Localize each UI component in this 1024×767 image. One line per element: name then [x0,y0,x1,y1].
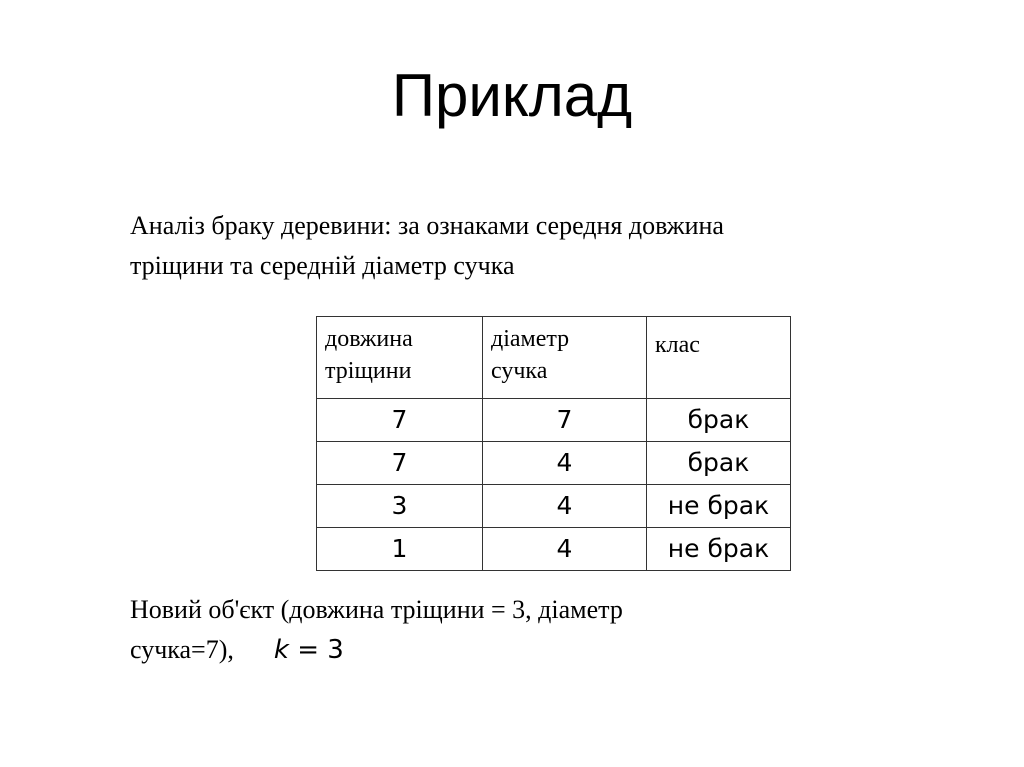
footer-line-2: сучка=7), [130,635,234,664]
header-knot-diameter: діаметр сучка [483,317,647,399]
data-table [316,316,791,571]
cell-class: не брак [647,485,791,528]
cell-knot-diameter: 7 [483,399,647,442]
table-row [317,528,791,571]
intro-line-1: Аналіз браку деревини: за ознаками середня довжина [130,211,724,240]
k-variable: k [273,635,289,665]
cell-knot-diameter: 4 [483,528,647,571]
cell-knot-diameter: 4 [483,485,647,528]
header-crack-length: довжина тріщини [317,317,483,399]
cell-knot-diameter: 4 [483,442,647,485]
footer-line-1: Новий об'єкт (довжина тріщини = 3, діаметр [130,595,623,624]
cell-crack-length: 3 [317,485,483,528]
cell-crack-length: 7 [317,399,483,442]
intro-line-2: тріщини та середній діаметр сучка [130,251,515,280]
new-object-text [130,590,890,670]
k-value: = 3 [288,635,344,665]
header-class: клас [647,317,791,399]
table-header-row [317,317,791,399]
cell-crack-length: 1 [317,528,483,571]
cell-class: не брак [647,528,791,571]
table-row [317,485,791,528]
cell-crack-length: 7 [317,442,483,485]
cell-class: брак [647,442,791,485]
cell-class: брак [647,399,791,442]
slide-title: Приклад [391,62,633,129]
table-row [317,399,791,442]
k-equation [274,630,344,670]
intro-text [130,206,890,286]
table-row [317,442,791,485]
